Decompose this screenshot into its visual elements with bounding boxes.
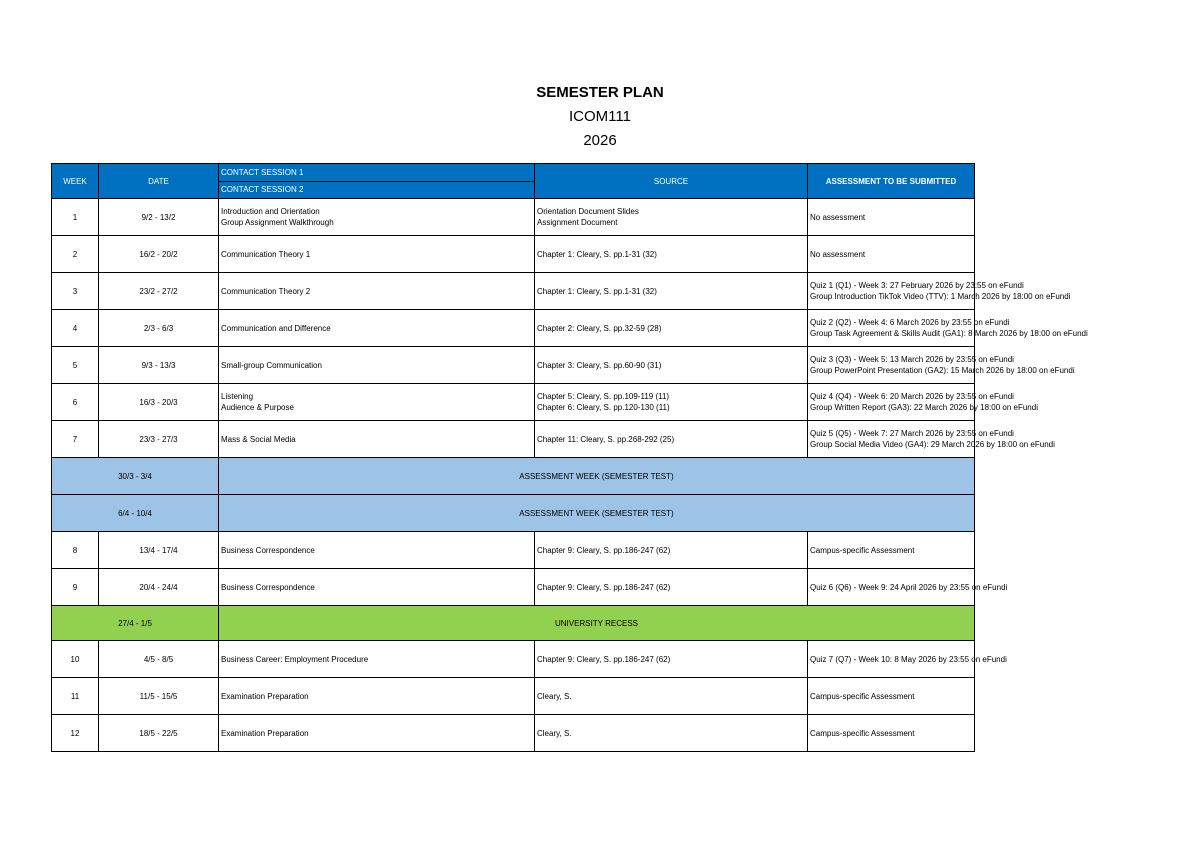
topic-cell-line: Listening: [221, 392, 254, 401]
assessment-cell: [808, 421, 1055, 458]
header-source: SOURCE: [535, 164, 808, 199]
topic-cell-line: Communication and Difference: [221, 323, 331, 333]
source-cell: [535, 347, 808, 384]
assessment-cell-line: Campus-specific Assessment: [810, 545, 915, 555]
source-cell-line: Chapter 11: Cleary, S. pp.268-292 (25): [537, 434, 675, 444]
semester-plan-table: [51, 163, 1088, 752]
header-week: WEEK: [52, 164, 99, 199]
week-cell: 6: [52, 384, 99, 421]
year: 2026: [583, 132, 617, 149]
assessment-cell: [808, 678, 975, 715]
topic-cell: [219, 678, 535, 715]
assessment-cell-line: Campus-specific Assessment: [810, 728, 915, 738]
university-recess-row: [52, 606, 975, 641]
title-block: [0, 82, 1200, 152]
topic-cell: [219, 641, 535, 678]
header-contact-session-1: CONTACT SESSION 1: [219, 164, 535, 182]
assessment-cell-line: Group Social Media Video (GA4): 29 March 2026 by 18:00 on eFundi: [810, 440, 1055, 449]
assessment-cell: [808, 273, 1071, 310]
week-cell: 7: [52, 421, 99, 458]
week-cell: 2: [52, 236, 99, 273]
table-body: [52, 199, 1088, 752]
source-cell: [535, 569, 808, 606]
topic-cell-line: Communication Theory 2: [221, 286, 311, 296]
source-cell: [535, 678, 808, 715]
source-cell-line: Chapter 9: Cleary, S. pp.186-247 (62): [537, 654, 671, 664]
source-cell-line: Cleary, S.: [537, 691, 572, 701]
source-cell-line: Chapter 2: Cleary, S. pp.32-59 (28): [537, 323, 662, 333]
source-cell: [535, 236, 808, 273]
assessment-cell: [808, 532, 975, 569]
source-cell-line: Chapter 6: Cleary, S. pp.120-130 (11): [537, 403, 670, 412]
week-cell: 12: [52, 715, 99, 752]
assessment-cell-line: Quiz 5 (Q5) - Week 7: 27 March 2026 by 23:55 on eFundi: [810, 429, 1014, 438]
table-row: [52, 384, 975, 421]
table-row: [52, 715, 975, 752]
week-cell: 11: [52, 678, 99, 715]
source-cell: [535, 199, 808, 236]
assessment-cell: [808, 199, 975, 236]
topic-cell-line: Communication Theory 1: [221, 249, 311, 259]
assessment-cell-line: Quiz 6 (Q6) - Week 9: 24 April 2026 by 23:55 on eFundi: [810, 582, 1008, 592]
source-cell-line: Chapter 9: Cleary, S. pp.186-247 (62): [537, 545, 671, 555]
source-cell-line: Chapter 1: Cleary, S. pp.1-31 (32): [537, 249, 657, 259]
assessment-cell-line: No assessment: [810, 212, 866, 222]
table-row: [52, 347, 975, 384]
topic-cell-line: Audience & Purpose: [221, 403, 294, 412]
source-cell-line: Orientation Document Slides: [537, 207, 639, 216]
university-recess-row-date: 27/4 - 1/5: [52, 606, 219, 641]
assessment-week-row: [52, 495, 975, 532]
assessment-cell: [808, 715, 975, 752]
topic-cell-line: Introduction and Orientation: [221, 207, 320, 216]
topic-cell: [219, 236, 535, 273]
header-contact-session-2: CONTACT SESSION 2: [219, 181, 535, 199]
source-cell: [535, 641, 808, 678]
topic-cell: [219, 384, 535, 421]
assessment-cell-line: Quiz 2 (Q2) - Week 4: 6 March 2026 by 23:55 on eFundi: [810, 318, 1010, 327]
university-recess-row-label: UNIVERSITY RECESS: [219, 606, 975, 641]
assessment-cell-line: Quiz 3 (Q3) - Week 5: 13 March 2026 by 23:55 on eFundi: [810, 355, 1014, 364]
table-row: [52, 641, 975, 678]
date-cell: 4/5 - 8/5: [99, 641, 219, 678]
topic-cell: [219, 199, 535, 236]
topic-cell: [219, 532, 535, 569]
assessment-cell-line: Campus-specific Assessment: [810, 691, 915, 701]
date-cell: 16/2 - 20/2: [99, 236, 219, 273]
table-row: [52, 199, 975, 236]
assessment-cell: [808, 236, 975, 273]
topic-cell-line: Business Correspondence: [221, 545, 315, 555]
source-cell: [535, 532, 808, 569]
assessment-cell-line: Group PowerPoint Presentation (GA2): 15 March 2026 by 18:00 on eFundi: [810, 366, 1075, 375]
date-cell: 16/3 - 20/3: [99, 384, 219, 421]
assessment-week-row-date: 6/4 - 10/4: [52, 495, 219, 532]
assessment-week-row-date: 30/3 - 3/4: [52, 458, 219, 495]
topic-cell: [219, 569, 535, 606]
source-cell-line: Chapter 5: Cleary, S. pp.109-119 (11): [537, 392, 670, 401]
assessment-week-row-label: ASSESSMENT WEEK (SEMESTER TEST): [219, 458, 975, 495]
assessment-cell-line: Quiz 1 (Q1) - Week 3: 27 February 2026 by 23:55 on eFundi: [810, 281, 1024, 290]
assessment-week-row-label: ASSESSMENT WEEK (SEMESTER TEST): [219, 495, 975, 532]
date-cell: 9/2 - 13/2: [99, 199, 219, 236]
topic-cell: [219, 715, 535, 752]
page-title: SEMESTER PLAN: [536, 84, 664, 101]
topic-cell-line: Group Assignment Walkthrough: [221, 218, 334, 227]
table-row: [52, 236, 975, 273]
topic-cell-line: Examination Preparation: [221, 691, 309, 701]
source-cell-line: Chapter 1: Cleary, S. pp.1-31 (32): [537, 286, 657, 296]
topic-cell-line: Business Career: Employment Procedure: [221, 654, 369, 664]
assessment-cell: [808, 569, 1008, 606]
table-row: [52, 421, 975, 458]
table-row: [52, 273, 975, 310]
week-cell: 8: [52, 532, 99, 569]
date-cell: 13/4 - 17/4: [99, 532, 219, 569]
source-cell: [535, 273, 808, 310]
assessment-cell-line: Group Task Agreement & Skills Audit (GA1): 8 March 2026 by 18:00 on eFundi: [810, 329, 1088, 338]
table-row: [52, 532, 975, 569]
assessment-week-row: [52, 458, 975, 495]
source-cell: [535, 715, 808, 752]
week-cell: 1: [52, 199, 99, 236]
header-assessment: ASSESSMENT TO BE SUBMITTED: [808, 164, 975, 199]
course-code: ICOM111: [569, 108, 631, 125]
week-cell: 10: [52, 641, 99, 678]
source-cell: [535, 421, 808, 458]
date-cell: 9/3 - 13/3: [99, 347, 219, 384]
assessment-cell: [808, 310, 1088, 347]
assessment-cell-line: Group Written Report (GA3): 22 March 2026 by 18:00 on eFundi: [810, 403, 1038, 412]
table-row: [52, 678, 975, 715]
topic-cell-line: Business Correspondence: [221, 582, 315, 592]
source-cell-line: Cleary, S.: [537, 728, 572, 738]
table-row: [52, 310, 975, 347]
date-cell: 11/5 - 15/5: [99, 678, 219, 715]
topic-cell: [219, 310, 535, 347]
table-row: [52, 569, 975, 606]
week-cell: 3: [52, 273, 99, 310]
date-cell: 2/3 - 6/3: [99, 310, 219, 347]
topic-cell-line: Examination Preparation: [221, 728, 309, 738]
header-date: DATE: [99, 164, 219, 199]
date-cell: 23/3 - 27/3: [99, 421, 219, 458]
assessment-cell: [808, 384, 1038, 421]
source-cell-line: Assignment Document: [537, 218, 618, 227]
topic-cell-line: Small-group Communication: [221, 360, 322, 370]
assessment-cell-line: Group Introduction TikTok Video (TTV): 1 March 2026 by 18:00 on eFundi: [810, 292, 1071, 301]
topic-cell-line: Mass & Social Media: [221, 434, 296, 444]
week-cell: 9: [52, 569, 99, 606]
topic-cell: [219, 347, 535, 384]
topic-cell: [219, 421, 535, 458]
source-cell: [535, 384, 808, 421]
source-cell-line: Chapter 9: Cleary, S. pp.186-247 (62): [537, 582, 671, 592]
assessment-cell: [808, 641, 1007, 678]
source-cell: [535, 310, 808, 347]
assessment-cell-line: No assessment: [810, 249, 866, 259]
date-cell: 20/4 - 24/4: [99, 569, 219, 606]
week-cell: 4: [52, 310, 99, 347]
assessment-cell-line: Quiz 7 (Q7) - Week 10: 8 May 2026 by 23:55 on eFundi: [810, 654, 1007, 664]
date-cell: 18/5 - 22/5: [99, 715, 219, 752]
assessment-cell: [808, 347, 1075, 384]
source-cell-line: Chapter 3: Cleary, S. pp.60-90 (31): [537, 360, 662, 370]
week-cell: 5: [52, 347, 99, 384]
date-cell: 23/2 - 27/2: [99, 273, 219, 310]
assessment-cell-line: Quiz 4 (Q4) - Week 6: 20 March 2026 by 23:55 on eFundi: [810, 392, 1014, 401]
topic-cell: [219, 273, 535, 310]
